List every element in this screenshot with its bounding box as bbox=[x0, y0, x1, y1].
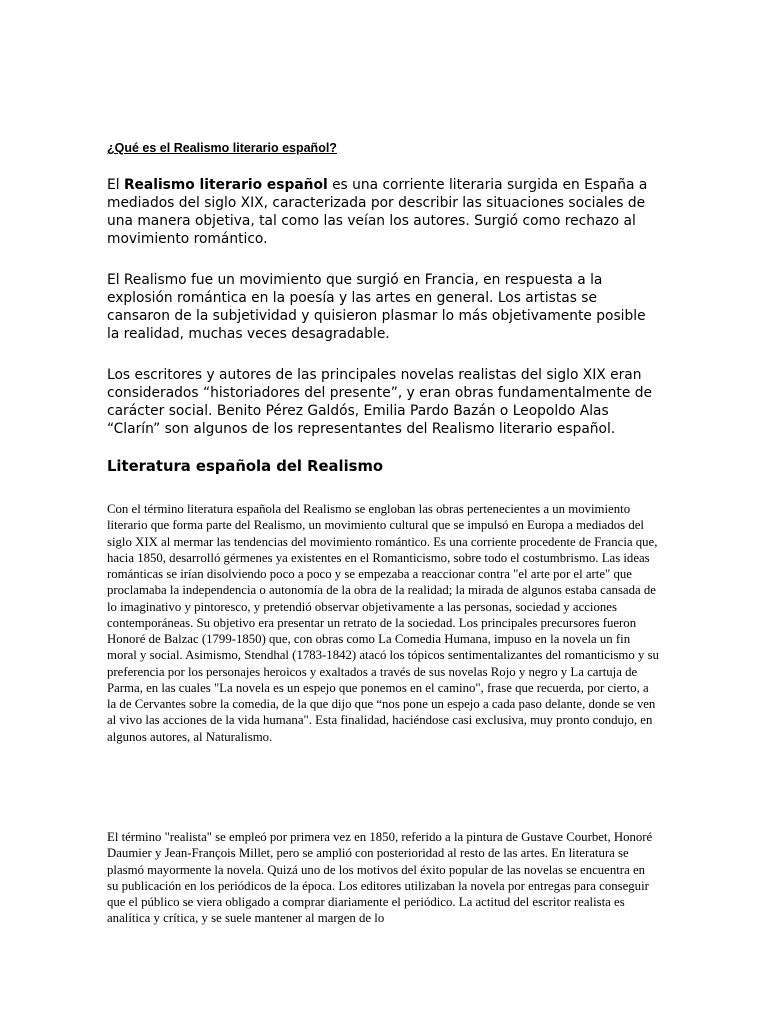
intro-bold-term: Realismo literario español bbox=[123, 177, 328, 193]
paragraph-term-realista: El término "realista" se empleó por primera vez en 1850, referido a la pintura de Gustave Courbet, Honoré Daumier y Jean-François Millet, pero se amplió con posterioridad al resto de las artes. En literatura se plasmó mayormente la novela. Quizá uno de los motivos del éxito popular de las novelas se encuentra en su publicación en los periódicos de la época. Los editores utilizaban la novela por entregas para conseguir que el público se viera obligado a comprar diariamente el periódico. La actitud del escritor realista es analítica y crítica, y se suele mantener al margen de lo bbox=[107, 830, 653, 926]
paragraph-authors: Los escritores y autores de las principales novelas realistas del siglo XIX eran considerados “historiadores del presente”, y eran obras fundamentalmente de carácter social. Benito Pérez Galdós, Emilia Pardo Bazán o Leopoldo Alas “Clarín” son algunos de los representantes del Realismo literario español. bbox=[107, 367, 652, 438]
paragraph-literature: Con el término literatura española del Realismo se engloban las obras pertenecientes a un movimiento literario que forma parte del Realismo, un movimiento cultural que se impulsó en Europa a mediados del siglo XIX al mermar las tendencias del movimiento romántico. Es una corriente procedente de Francia que, hacia 1850, desarrolló gérmenes ya existentes en el Romanticismo, sobre todo el costumbrismo. Las ideas románticas se irían disolviendo poco a poco y se empezaba a reaccionar contra "el arte por el arte" que proclamaba la independencia o autonomía de la obra de la realidad; la mirada de algunos estaba cansada de lo imaginativo y pintoresco, y pretendió observar objetivamente a las personas, sociedad y acciones contemporáneas. Su objetivo era presentar un retrato de la sociedad. Los principales precursores fueron Honoré de Balzac (1799-1850) que, con obras como La Comedia Humana, impuso en la novela un fin moral y social. Asimismo, Stendhal (1783-1842) atacó los tópicos sentimentalizantes del romanticismo y su preferencia por los personajes heroicos y exaltados a través de sus novelas Rojo y negro y La cartuja de Parma, en las cuales "La novela es un espejo que ponemos en el camino", frase que recuerda, por cierto, a la de Cervantes sobre la comedia, de la que dijo que “nos pone un espejo a cada paso delante, donde se ven al vivo las acciones de la vida humana". Esta finalidad, haciéndose casi exclusiva, muy pronto condujo, en algunos autores, al Naturalismo. bbox=[107, 502, 659, 744]
question-heading: ¿Qué es el Realismo literario español? bbox=[107, 141, 337, 155]
section-title: Literatura española del Realismo bbox=[107, 458, 384, 475]
intro-prefix: El bbox=[107, 177, 124, 193]
intro-rest: es una corriente literaria surgida en España a mediados del siglo XIX, caracterizada por describir las situaciones sociales de una manera objetiva, tal como las veían los autores. Surgió como rechazo al movimiento romántico. bbox=[107, 177, 648, 248]
intro-paragraph bbox=[107, 176, 652, 248]
paragraph-origin: El Realismo fue un movimiento que surgió en Francia, en respuesta a la explosión romántica en la poesía y las artes en general. Los artistas se cansaron de la subjetividad y quisieron plasmar lo más objetivamente posible la realidad, muchas veces desagradable. bbox=[107, 272, 646, 343]
